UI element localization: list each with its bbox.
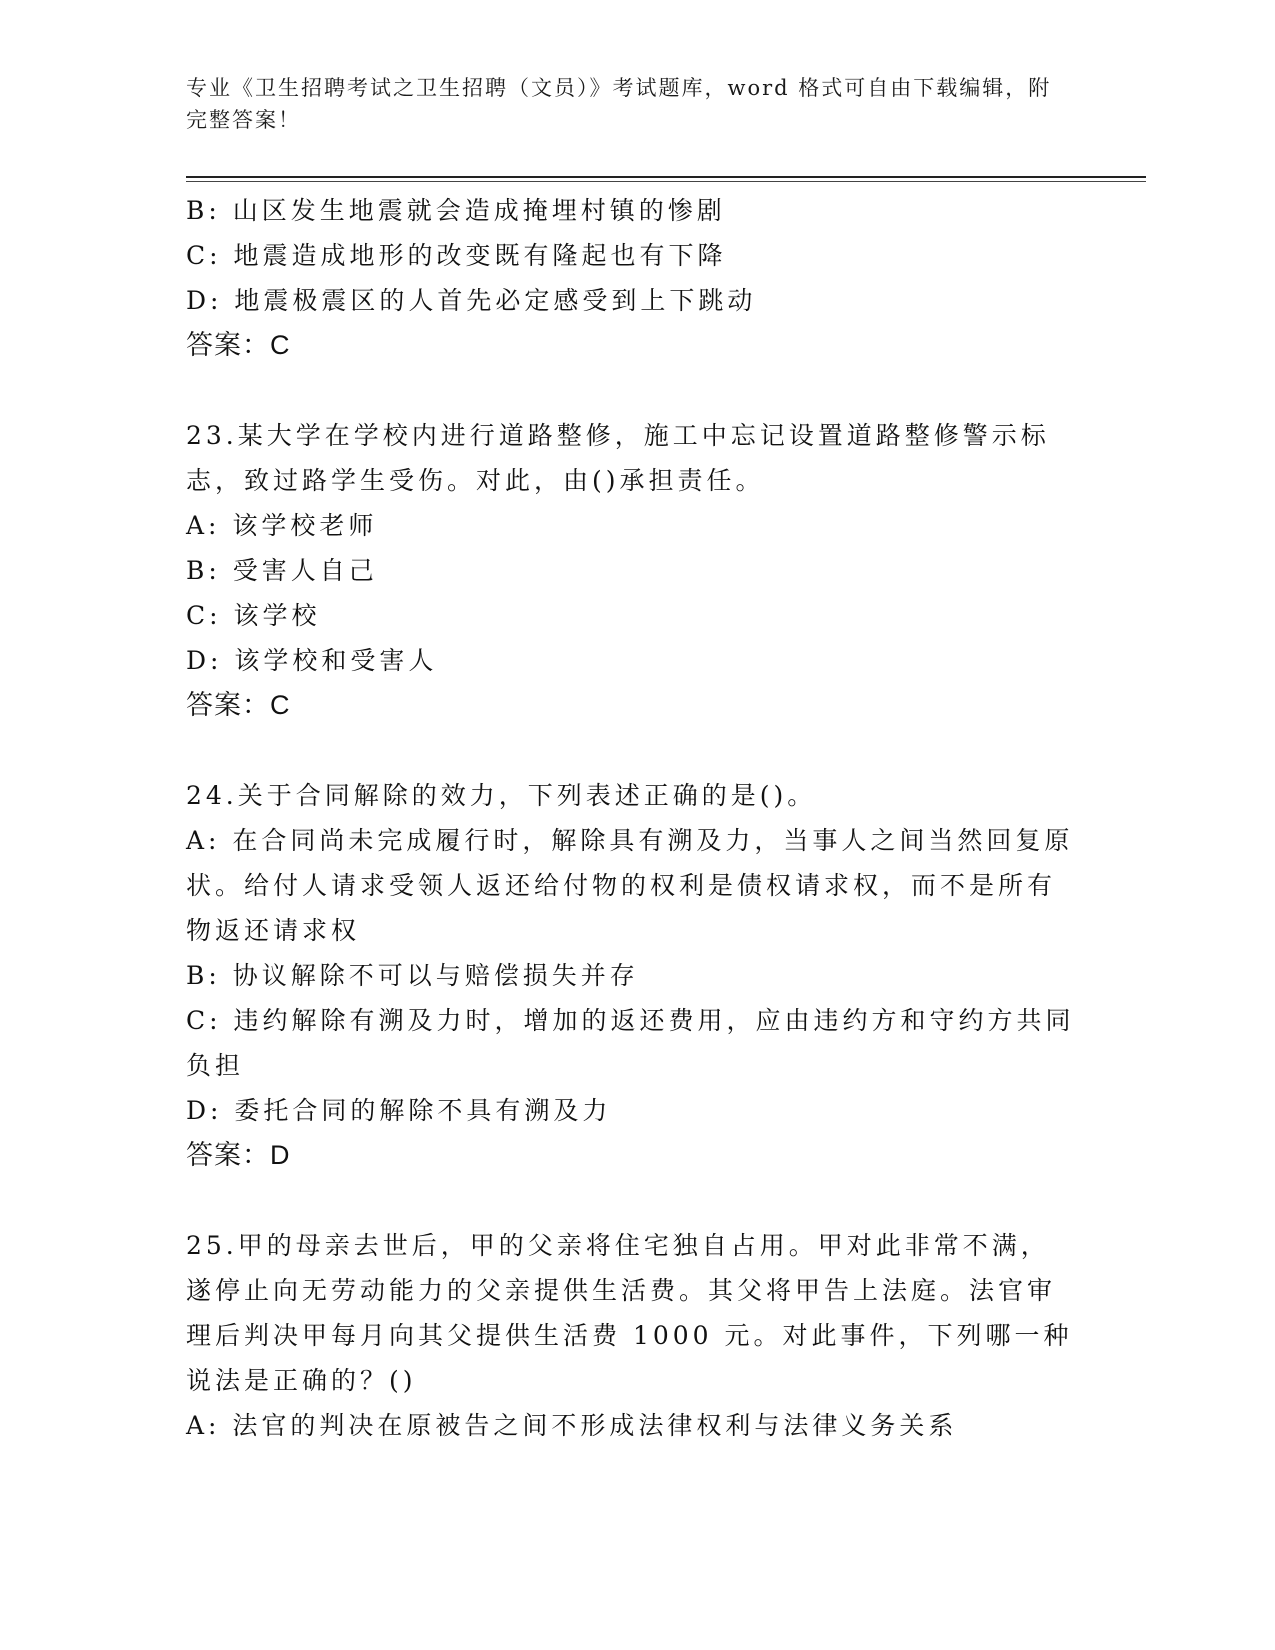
option-d: D: 该学校和受害人 <box>186 646 438 675</box>
option-d: D: 地震极震区的人首先必定感受到上下跳动 <box>186 286 757 315</box>
question-24 <box>186 773 1076 1178</box>
spacer <box>186 1178 1076 1223</box>
option-b: B: 受害人自己 <box>186 556 378 585</box>
question-stem: 23.某大学在学校内进行道路整修，施工中忘记设置道路整修警示标志，致过路学生受伤。对此，由()承担责任。 <box>186 421 1050 495</box>
question-23 <box>186 413 1076 728</box>
option-c: C: 该学校 <box>186 601 321 630</box>
header-text: 专业《卫生招聘考试之卫生招聘（文员）》考试题库，word 格式可自由下载编辑，附完整答案！ <box>186 76 1052 132</box>
option-b: B: 协议解除不可以与赔偿损失并存 <box>186 961 639 990</box>
option-d: D: 委托合同的解除不具有溯及力 <box>186 1096 612 1125</box>
option-b: B: 山区发生地震就会造成掩埋村镇的惨剧 <box>186 196 726 225</box>
option-c: C: 地震造成地形的改变既有隆起也有下降 <box>186 241 727 270</box>
question-list <box>186 188 1076 1448</box>
answer-line: 答案：C <box>186 330 291 360</box>
header-divider-thin <box>186 181 1146 182</box>
question-22-continued <box>186 188 1076 368</box>
option-a: A: 在合同尚未完成履行时，解除具有溯及力，当事人之间当然回复原状。给付人请求受领人返还给付物的权利是债权请求权，而不是所有物返还请求权 <box>186 826 1074 945</box>
question-25 <box>186 1223 1076 1448</box>
spacer <box>186 368 1076 413</box>
answer-line: 答案：D <box>186 1140 291 1170</box>
question-stem: 25.甲的母亲去世后，甲的父亲将住宅独自占用。甲对此非常不满，遂停止向无劳动能力的父亲提供生活费。其父将甲告上法庭。法官审理后判决甲每月向其父提供生活费 1000 元。对此事件，下列哪一种说法是正确的？() <box>186 1231 1073 1395</box>
option-c: C: 违约解除有溯及力时，增加的返还费用，应由违约方和守约方共同负担 <box>186 1006 1075 1080</box>
spacer <box>186 728 1076 773</box>
option-a: A: 法官的判决在原被告之间不形成法律权利与法律义务关系 <box>186 1411 958 1440</box>
question-stem: 24.关于合同解除的效力，下列表述正确的是()。 <box>186 781 817 810</box>
answer-line: 答案：C <box>186 690 291 720</box>
option-a: A: 该学校老师 <box>186 511 378 540</box>
header-divider <box>186 176 1146 178</box>
page-header <box>186 72 1066 136</box>
